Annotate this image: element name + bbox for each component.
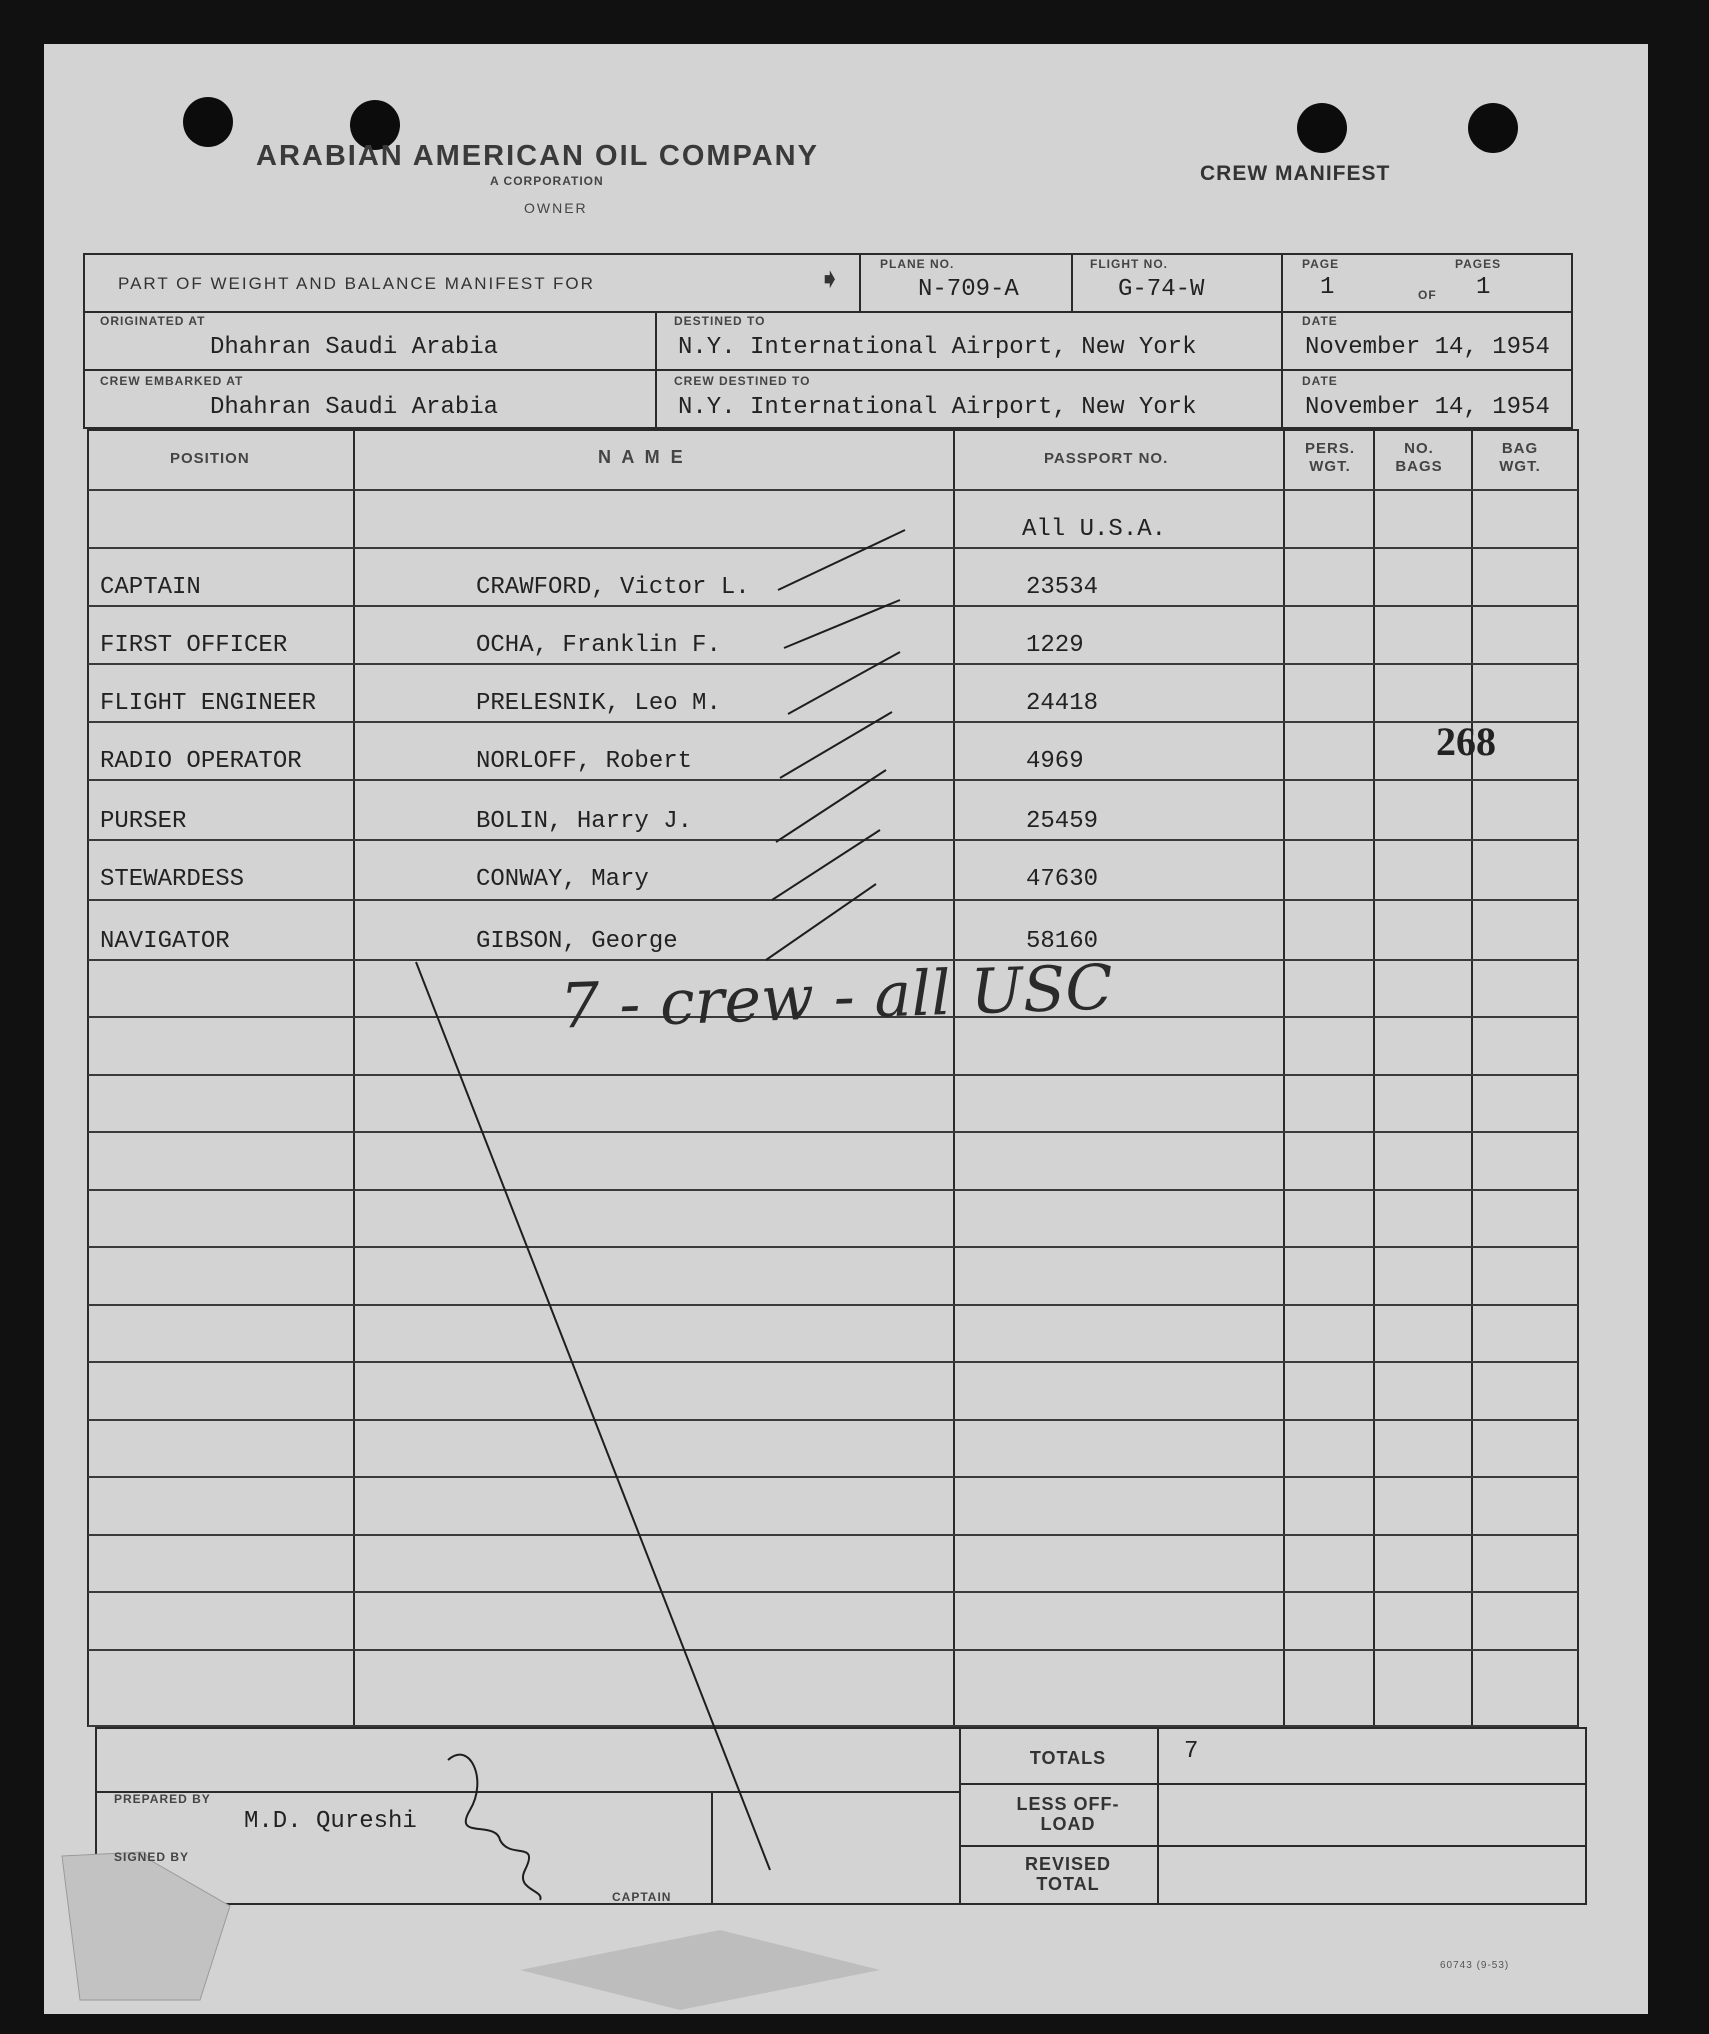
passport-header: PASSPORT NO. [1044,450,1169,467]
signed-by-label: SIGNED BY [114,1850,190,1864]
company-name: ARABIAN AMERICAN OIL COMPANY [256,140,819,172]
crew-position: PURSER [100,808,187,835]
crew-position: STEWARDESS [100,866,245,893]
originated-at: Dhahran Saudi Arabia [210,334,499,361]
crew-name: CRAWFORD, Victor L. [476,574,750,601]
plane-no-label: PLANE NO. [880,257,955,271]
date-crew: November 14, 1954 [1305,394,1550,421]
name-header: N A M E [598,447,686,467]
part-of-label: PART OF WEIGHT AND BALANCE MANIFEST FOR [118,274,595,293]
flight-no: G-74-W [1118,276,1205,303]
pointer-icon: ➧ [818,263,842,294]
crew-name: NORLOFF, Robert [476,748,693,775]
crew-name: CONWAY, Mary [476,866,649,893]
date-label: DATE [1302,374,1338,388]
crew-embarked-at: Dhahran Saudi Arabia [210,394,499,421]
crew-passport: 23534 [1026,574,1099,601]
pages-count: 1 [1476,274,1491,301]
crew-passport: 25459 [1026,808,1099,835]
crew-position: FLIGHT ENGINEER [100,690,317,717]
less-offload-label: LESS OFF-LOAD [1016,1794,1120,1834]
crew-passport: 24418 [1026,690,1099,717]
crew-position: NAVIGATOR [100,928,230,955]
crew-position: CAPTAIN [100,574,201,601]
revised-total-label: REVISED TOTAL [1024,1854,1112,1894]
crew-destined-to: N.Y. International Airport, New York [678,394,1197,421]
crew-passport: 1229 [1026,632,1084,659]
page-number: 1 [1320,274,1335,301]
nationality-note: All U.S.A. [1022,516,1167,543]
bag-wgt-header: BAG WGT. [1499,440,1541,475]
destined-label: DESTINED TO [674,314,766,328]
pers-wgt-header: PERS. WGT. [1304,440,1355,475]
signature-scribble [448,1755,541,1900]
handwritten-note: 7 - crew - all USC [558,950,1114,1043]
owner-label: OWNER [524,200,588,216]
date-departure: November 14, 1954 [1305,334,1550,361]
captain-label: CAPTAIN [612,1890,672,1904]
document-title: CREW MANIFEST [1200,162,1391,185]
weight-stamp: 268 [1436,719,1496,764]
of-label: OF [1418,288,1437,302]
crew-destined-label: CREW DESTINED TO [674,374,811,388]
corporation-label: A CORPORATION [490,174,604,188]
destined-to: N.Y. International Airport, New York [678,334,1197,361]
date-label: DATE [1302,314,1338,328]
crew-name: GIBSON, George [476,928,678,955]
originated-label: ORIGINATED AT [100,314,206,328]
form-number: 60743 (9-53) [1440,1960,1510,1971]
totals-label: TOTALS [1029,1748,1107,1768]
prepared-by-label: PREPARED BY [114,1792,211,1806]
page-label: PAGE [1302,257,1340,271]
crew-name: OCHA, Franklin F. [476,632,721,659]
crew-position: FIRST OFFICER [100,632,288,659]
crew-passport: 58160 [1026,928,1099,955]
no-bags-header: NO. BAGS [1395,440,1443,475]
plane-no: N-709-A [918,276,1019,303]
crew-embarked-label: CREW EMBARKED AT [100,374,244,388]
crew-name: PRELESNIK, Leo M. [476,690,721,717]
pages-label: PAGES [1455,257,1502,271]
totals-value: 7 [1184,1738,1199,1765]
crew-position: RADIO OPERATOR [100,748,302,775]
crew-name: BOLIN, Harry J. [476,808,693,835]
prepared-by-name: M.D. Qureshi [244,1808,417,1835]
crew-passport: 47630 [1026,866,1099,893]
position-header: POSITION [170,450,250,467]
flight-no-label: FLIGHT NO. [1090,257,1168,271]
crew-passport: 4969 [1026,748,1084,775]
